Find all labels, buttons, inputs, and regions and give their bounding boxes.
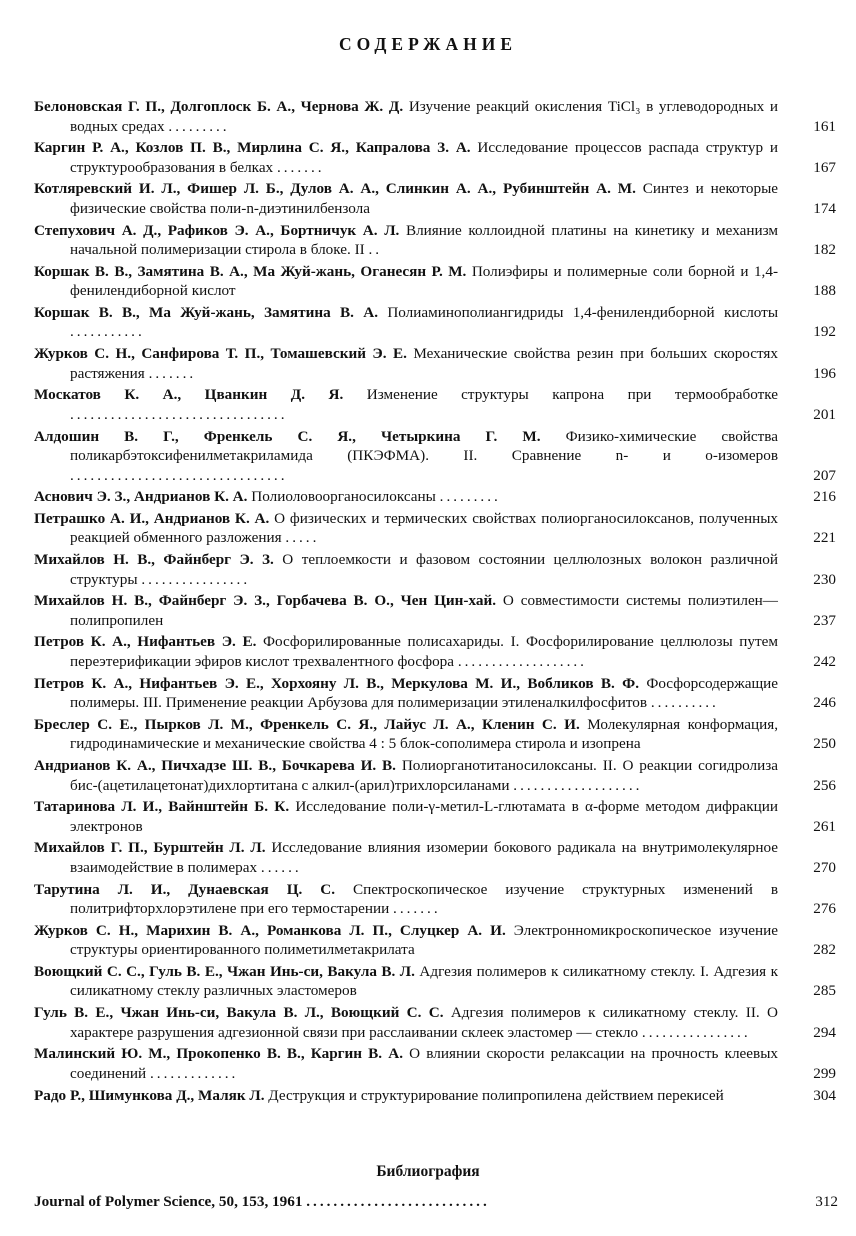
page-title: СОДЕРЖАНИЕ [338,34,517,54]
toc-entry-page-number: 242 [813,652,836,670]
toc-entry-authors: Коршак В. В., Ма Жуй-жань, Замятина В. А. [34,303,378,321]
toc-entry-authors: Михайлов Н. В., Файнберг Э. З., Горбачева В. О., Чен Цин-хай. [34,592,497,610]
toc-entry [34,550,846,589]
toc-entry-authors: Бреслер С. Е., Пырков Л. М., Френкель С. Я., Лайус Л. А., Кленин С. И. [34,715,580,733]
toc-entry-leader-dots: ................................ [70,405,288,423]
toc-entry [34,262,846,301]
toc-entry-title: Механические свойства резин при больших скоростях растяжения [70,345,779,382]
toc-entry-page-number: 174 [813,199,836,217]
bibliography-heading: Библиография [376,1163,480,1180]
toc-entry-authors: Журков С. Н., Санфирова Т. П., Томашевский Э. Е. [34,345,407,363]
toc-entry-page-number: 276 [813,900,836,918]
toc-entry-title: Электронномикроскопическое изучение структуры ориентированного полиметилметакрилата [70,921,779,959]
toc-entry-authors: Петров К. А., Нифантьев Э. Е. [34,633,257,651]
toc-entry [34,674,846,713]
toc-entry [34,632,846,671]
toc-entry-leader-dots: .. [368,241,383,259]
toc-entry-title: Фосфорилированные полисахариды. I. Фосфорилирование целлюлозы путем переэтерификации эфиров кислот трехвалентного фосфора [70,633,779,670]
toc-entry-title: Полиэфиры и полимерные соли борной и 1,4-фенилендиборной кислот [70,262,779,300]
toc-entry-authors: Аснович Э. З., Андрианов К. А. [34,488,248,506]
toc-entry [34,1086,846,1106]
toc-entry [34,797,846,836]
toc-entry-authors: Петрашко А. И., Андрианов К. А. [34,509,270,527]
toc-entry-leader-dots: ........... [70,323,145,341]
toc-entry-title: Деструкция и структурирование полипропилена действием перекисей [268,1086,724,1104]
toc-entry-title: Полиоловоорганосилоксаны [251,488,436,506]
toc-entry-authors: Степухович А. Д., Рафиков Э. А., Бортничук А. Л. [34,221,400,239]
toc-entry-leader-dots: ....... [276,158,325,176]
toc-entry-leader-dots: ...... [260,858,302,876]
toc-entry [34,138,846,177]
toc-entry-page-number: 196 [813,364,836,382]
toc-entry-title: Спектроскопическое изучение структурных изменений в политрифторхлорэтилене при его термостарении [70,880,778,918]
table-of-contents [34,97,846,1107]
toc-entry [34,880,846,919]
toc-entry-leader-dots: ................... [513,776,643,794]
toc-entry [34,838,846,877]
toc-entry-page-number: 294 [813,1023,836,1041]
toc-entry-page-number: 299 [813,1064,836,1082]
toc-entry-title: Полиаминополиангидриды 1,4-фенилендиборной кислоты [387,303,779,321]
toc-entry-leader-dots: ................... [457,652,587,670]
toc-entry [34,344,846,383]
toc-entry-page-number: 256 [813,776,836,794]
bibliography-journal: Journal of Polymer Science, 50, 153, 1961 [34,1193,303,1210]
toc-entry-authors: Алдошин В. Г., Френкель С. Я., Четыркина Г. М. [34,427,541,445]
toc-entry-title: Адгезия полимеров к силикатному стеклу. II. О характере разрушения адгезионной связи при расслаивании склеек эластомер — стекло [70,1004,778,1041]
toc-entry-title: Изучение реакций окисления TiCl₃ в углеводородных и водных средах [70,98,779,135]
toc-entry-leader-dots: ....... [148,364,197,382]
toc-entry-title: Синтез и некоторые физические свойства поли-n-диэтинилбензола [70,180,779,217]
toc-entry-title: Полиорганотитаносилоксаны. II. О реакции согидролиза бис-(ацетилацетонат)дихлортитана с алкил-(арил)трихлорсиланами [70,757,779,794]
toc-entry-authors: Каргин Р. А., Козлов П. В., Мирлина С. Я., Капралова З. А. [34,139,471,157]
toc-entry-page-number: 261 [813,817,836,835]
toc-entry-authors: Михайлов Н. В., Файнберг Э. З. [34,551,274,569]
toc-entry-title: Исследование поли-γ-метил-L-глютамата в α-форме методом дифракции электронов [70,798,779,835]
toc-entry-authors: Гуль В. Е., Чжан Инь-си, Вакула В. Л., Воющкий С. С. [34,1004,444,1022]
toc-entry-title: Влияние коллоидной платины на кинетику и механизм начальной полимеризации стирола в блоке. II [70,221,778,259]
toc-entry-page-number: 161 [813,117,836,135]
toc-entry [34,921,846,960]
toc-entry-authors: Котляревский И. Л., Фишер Л. Б., Дулов А. А., Слинкин А. А., Рубинштейн А. М. [34,180,636,198]
toc-entry-title: О физических и термических свойствах полиорганосилоксанов, полученных реакцией обменного разложения [70,509,779,547]
toc-entry-authors: Воющкий С. С., Гуль В. Е., Чжан Инь-си, Вакула В. Л. [34,962,415,980]
toc-entry-leader-dots: ................ [141,570,251,588]
toc-entry-title: Фосфорсодержащие полимеры. III. Применение реакции Арбузова для полимеризации этиленалкилфосфитов [70,674,779,712]
bibliography-entry [34,1192,838,1211]
bibliography-page-number: 312 [815,1193,838,1210]
toc-entry [34,1003,846,1042]
toc-entry-page-number: 216 [813,488,836,506]
toc-entry-title: Физико-химические свойства поликарбэтоксифенилметакриламида (ПКЭФМА). II. Сравнение n- и o-изомеров [70,427,779,464]
toc-entry-authors: Михайлов Г. П., Бурштейн Л. Л. [34,839,266,857]
toc-entry-page-number: 188 [813,282,836,300]
toc-entry-authors: Журков С. Н., Марихин В. А., Романкова Л. П., Слуцкер А. И. [34,921,506,939]
toc-entry-authors: Тарутина Л. И., Дунаевская Ц. С. [34,880,336,898]
toc-entry [34,756,846,795]
toc-entry-title: О совместимости системы полиэтилен—полипропилен [70,592,778,629]
toc-entry-authors: Москатов К. А., Цванкин Д. Я. [34,386,344,404]
toc-entry-page-number: 167 [813,158,836,176]
toc-entry-page-number: 246 [813,694,836,712]
toc-entry-page-number: 250 [813,735,836,753]
toc-entry-leader-dots: ................ [641,1023,751,1041]
toc-entry-title: Изменение структуры капрона при термообработке [366,386,778,404]
toc-entry [34,591,846,630]
toc-entry-page-number: 230 [813,570,836,588]
toc-entry-authors: Белоновская Г. П., Долгоплоск Б. А., Чернова Ж. Д. [34,98,404,115]
toc-entry-title: Исследование процессов распада структур и структурообразования в белках [70,139,779,176]
toc-entry-title: Адгезия полимеров к силикатному стеклу. I. Адгезия к силикатному стеклу различных эластомеров [70,962,778,1000]
toc-entry-page-number: 285 [813,982,836,1000]
toc-entry [34,179,846,218]
toc-entry [34,303,846,342]
toc-entry [34,487,846,507]
toc-entry [34,1044,846,1083]
toc-entry [34,385,846,424]
toc-entry [34,715,846,754]
toc-entry-page-number: 282 [813,941,836,959]
toc-entry-page-number: 237 [813,611,836,629]
toc-entry-authors: Петров К. А., Нифантьев Э. Е., Хорхояну Л. В., Меркулова М. И., Вобликов В. Ф. [34,674,639,692]
toc-entry-leader-dots: .......... [650,694,719,712]
toc-entry [34,962,846,1001]
toc-entry-title: О влиянии скорости релаксации на прочность клеевых соединений [70,1045,778,1082]
toc-entry-authors: Татаринова Л. И., Вайнштейн Б. К. [34,798,290,816]
toc-entry [34,427,846,486]
toc-entry-leader-dots: ................................ [70,466,288,484]
bibliography-leader-dots: ........................... [306,1193,490,1210]
toc-entry-authors: Радо Р., Шимункова Д., Маляк Л. [34,1086,265,1104]
toc-entry-leader-dots: ....... [393,900,441,918]
toc-entry-title: О теплоемкости и фазовом состоянии целлюлозных волокон различной структуры [70,551,779,588]
toc-entry-page-number: 182 [813,241,836,259]
toc-entry-leader-dots: ............. [149,1064,239,1082]
toc-entry-leader-dots: ......... [439,488,501,506]
toc-entry-page-number: 192 [813,323,836,341]
toc-entry-leader-dots: ..... [285,529,320,547]
toc-entry-page-number: 221 [813,529,836,547]
toc-entry-leader-dots: ......... [168,117,230,135]
toc-entry-page-number: 304 [813,1086,836,1104]
toc-entry-page-number: 201 [813,405,836,423]
toc-entry-authors: Коршак В. В., Замятина В. А., Ма Жуй-жань, Оганесян Р. М. [34,262,467,280]
toc-entry-title: Молекулярная конформация, гидродинамические и механические свойства 4 : 5 блок-сополимера стирола и изопрена [70,715,778,753]
toc-entry [34,221,846,260]
toc-entry [34,509,846,548]
toc-entry [34,97,846,136]
toc-entry-authors: Андрианов К. А., Пичхадзе Ш. В., Бочкарева И. В. [34,757,396,774]
toc-entry-authors: Малинский Ю. М., Прокопенко В. В., Каргин В. А. [34,1045,404,1063]
toc-entry-page-number: 270 [813,858,836,876]
toc-entry-title: Исследование влияния изомерии бокового радикала на внутримолекулярное взаимодействие в полимерах [70,839,779,876]
toc-entry-page-number: 207 [813,466,836,484]
